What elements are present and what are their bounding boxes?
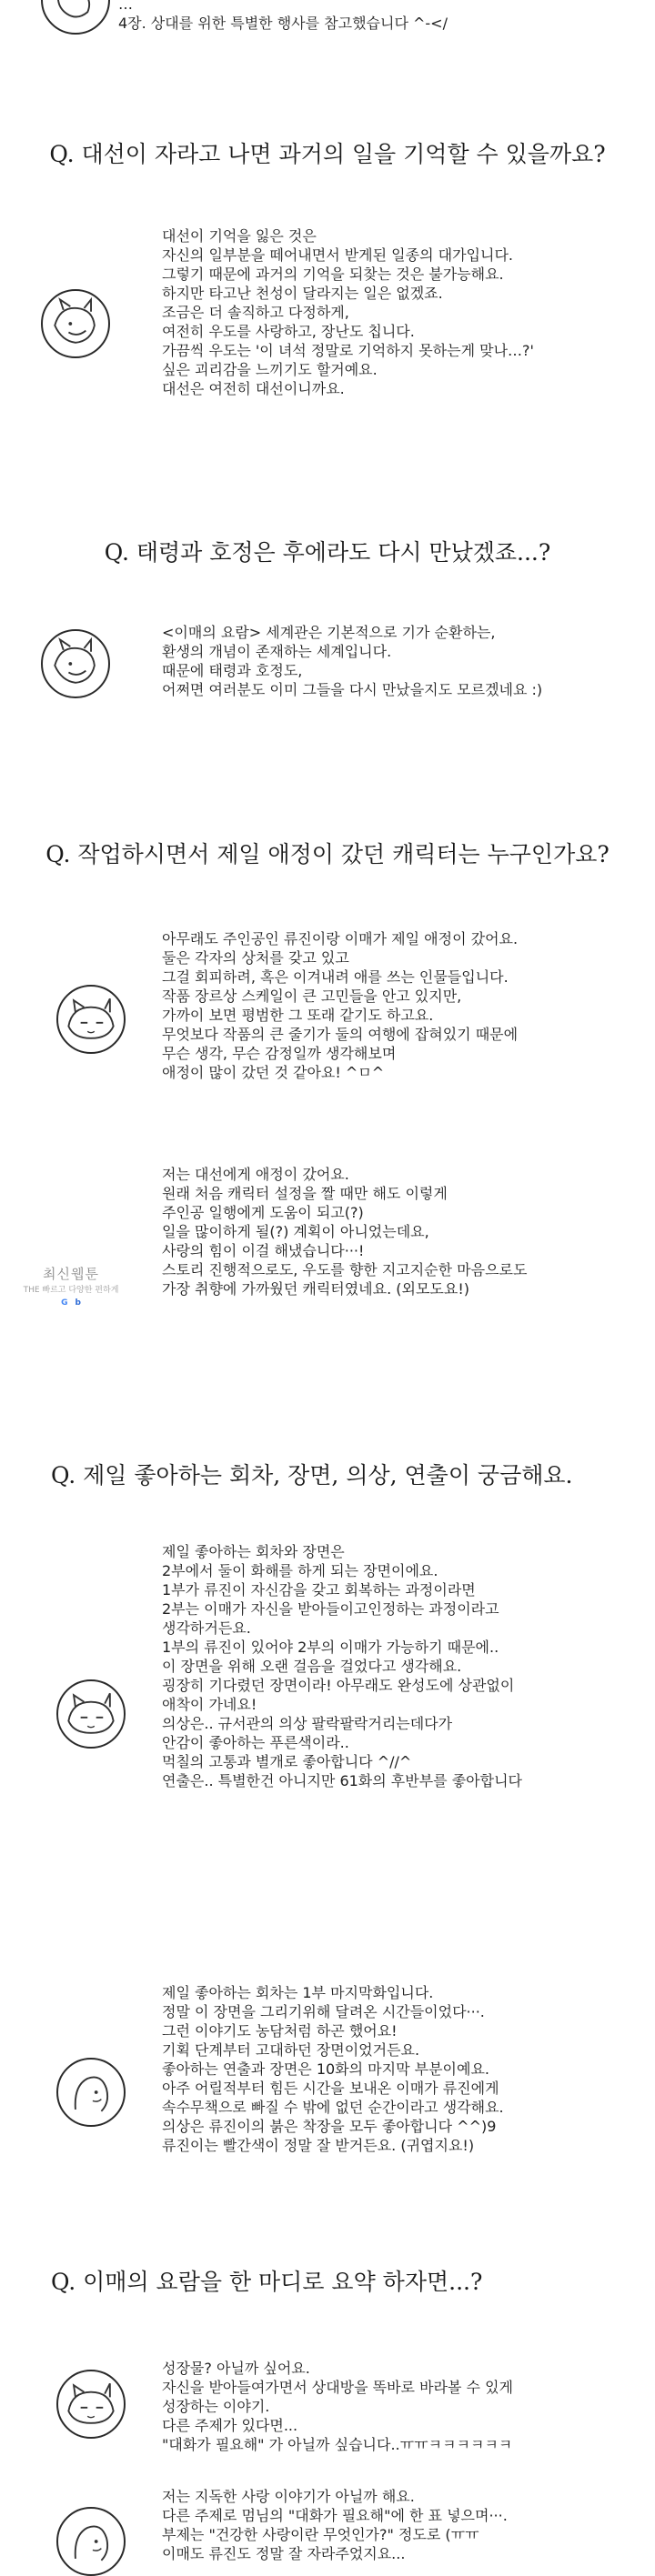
answer-line: 그렇기 때문에 과거의 기억을 되찾는 것은 불가능해요. [162,266,504,283]
answer-line: 가끔씩 우도는 '이 녀석 정말로 기억하지 못하는게 맞나…?' [162,342,534,359]
answer-block [162,1983,504,2155]
answer-line: 아무래도 주인공인 류진이랑 이매가 제일 애정이 갔어요. [162,930,519,947]
answer-line: 성장물? 아닐까 싶어요. [162,2360,310,2377]
answer-line: 저는 대선에게 애정이 갔어요. [162,1166,349,1183]
author-avatar-fox [41,629,110,698]
answer-line: 생각하거든요. [162,1619,251,1637]
answer-line: 다른 주제가 있다면... [162,2417,298,2434]
intro-line: … [118,0,133,13]
answer-line: 제일 좋아하는 회차는 1부 마지막화입니다. [162,1984,434,2001]
answer-line: 스토리 진행적으로도, 우도를 향한 지고지순한 마음으로도 [162,1261,528,1278]
answer-line: <이매의 요람> 세계관은 기본적으로 기가 순환하는, [162,624,496,641]
answer-line: 애정이 많이 갔던 것 같아요! ^ㅁ^ [162,1064,385,1081]
answer-line: 2부에서 둘이 화해를 하게 되는 장면이에요. [162,1562,438,1579]
answer-line: 제일 좋아하는 회차와 장면은 [162,1543,345,1560]
intro-line: 4장. 상대를 위한 특별한 행사를 참고했습니다 ^-</ [118,15,448,32]
watermark-subtitle: THE 빠르고 다양한 편하게 [23,1286,119,1295]
answer-line: 무엇보다 작품의 큰 줄기가 둘의 여행에 잡혀있기 때문에 [162,1026,519,1043]
answer-block [162,623,542,699]
answer-line: 주인공 일행에게 도움이 되고(?) [162,1204,364,1221]
answer-line: 원래 처음 캐릭터 설정을 짤 때만 해도 이렇게 [162,1185,448,1202]
bookmark-logo-icon: b [75,1298,81,1308]
answer-line: "대화가 필요해" 가 아닐까 싶습니다..ㅠㅠㅋㅋㅋㅋㅋㅋ [162,2436,513,2453]
answer-line: 자신의 일부분을 떼어내면서 받게된 일종의 대가입니다. [162,246,514,264]
answer-line: 가장 취향에 가까웠던 캐릭터였네요. (외모도요!) [162,1280,469,1298]
answer-line: 그걸 회피하려, 혹은 이겨내려 애를 쓰는 인물들입니다. [162,968,509,986]
answer-line: 아주 어릴적부터 힘든 시간을 보내온 이매가 류진에게 [162,2080,499,2097]
answer-line: 2부는 이매가 자신을 받아들이고인정하는 과정이라고 [162,1600,499,1618]
answer-line: 정말 이 장면을 그리기위해 달려온 시간들이었다···. [162,2003,485,2020]
answer-line: 먹칠의 고통과 별개로 좋아합니다 ^//^ [162,1753,412,1770]
answer-line: 조금은 더 솔직하고 다정하게, [162,304,349,321]
answer-line: 의상은 류진이의 붉은 착장을 모두 좋아합니다 ^^)9 [162,2118,497,2135]
answer-line: 싶은 괴리감을 느끼기도 할거예요. [162,361,378,378]
intro-text [118,0,448,33]
author-avatar-cat [56,985,126,1054]
answer-line: 성장하는 이야기. [162,2398,270,2415]
answer-line: 이 장면을 위해 오랜 걸음을 걸었다고 생각해요. [162,1658,462,1675]
answer-line: 류진이는 빨간색이 정말 잘 받거든요. (귀엽지요!) [162,2137,475,2154]
answer-line: 여전히 우도를 사랑하고, 장난도 칩니다. [162,323,415,340]
question-title: Q. 제일 좋아하는 회차, 장면, 의상, 연출이 궁금해요. [51,1462,573,1488]
author-avatar-fox [41,0,110,35]
google-logo-icon: G [61,1298,68,1308]
answer-block [162,226,534,398]
question-title: Q. 대선이 자라고 나면 과거의 일을 기억할 수 있을까요? [49,141,606,167]
answer-line: 연출은.. 특별한건 아니지만 61화의 후반부를 좋아합니다 [162,1772,522,1789]
answer-line: 때문에 태령과 호정도, [162,662,303,679]
answer-line: 하지만 타고난 천성이 달라지는 일은 없겠죠. [162,285,443,302]
answer-line: 가까이 보면 평범한 그 또래 같기도 하고요. [162,1007,434,1024]
answer-line: 안감이 좋아하는 푸른색이라.. [162,1734,349,1751]
answer-line: 사랑의 힘이 이걸 해냈습니다···! [162,1242,365,1259]
answer-line: 대선은 여전히 대선이니까요. [162,380,345,397]
author-avatar-cat [56,2370,126,2439]
answer-line: 일을 많이하게 될(?) 계획이 아니었는데요, [162,1223,429,1240]
answer-line: 다른 주제로 멈님의 "대화가 필요해"에 한 표 넣으며···. [162,2507,508,2524]
answer-line: 작품 장르상 스케일이 큰 고민들을 안고 있지만, [162,987,462,1005]
answer-block [162,1542,522,1790]
answer-line: 자신을 받아들여가면서 상대방을 똑바로 바라볼 수 있게 [162,2379,514,2396]
answer-line: 부제는 "건강한 사랑이란 무엇인가?" 정도로 (ㅠㅠ [162,2526,479,2543]
answer-line: 둘은 각자의 상처를 갖고 있고 [162,949,349,967]
answer-line: 의상은.. 규서관의 의상 팔락팔락거리는데다가 [162,1715,453,1732]
answer-line: 그런 이야기도 농담처럼 하곤 했어요! [162,2022,398,2040]
watermark-title: 최신웹툰 [43,1266,99,1282]
answer-block [162,2359,513,2454]
question-title: Q. 작업하시면서 제일 애정이 갔던 캐릭터는 누구인가요? [45,841,610,867]
answer-line: 기획 단계부터 고대하던 장면이었거든요. [162,2041,420,2059]
answer-line: 애착이 가네요! [162,1696,257,1713]
question-title: Q. 이매의 요람을 한 마디로 요약 하자면...? [51,2269,483,2295]
answer-block [162,2487,508,2563]
author-avatar-round [56,2058,126,2127]
answer-line: 환생의 개념이 존재하는 세계입니다. [162,643,392,660]
author-avatar-cat [56,1679,126,1749]
question-title: Q. 태령과 호정은 후에라도 다시 만났겠죠...? [104,539,551,566]
answer-line: 이매도 류진도 정말 잘 자라주었지요... [162,2545,406,2562]
answer-block [162,1165,527,1298]
answer-line: 1부가 류진이 자신감을 갖고 회복하는 과정이라면 [162,1581,476,1599]
answer-line: 대선이 기억을 잃은 것은 [162,227,317,245]
answer-line: 굉장히 기다렸던 장면이라! 아무래도 완성도에 상관없이 [162,1677,515,1694]
answer-line: 좋아하는 연출과 장면은 10화의 마지막 부분이예요. [162,2060,489,2078]
answer-line: 저는 지독한 사랑 이야기가 아닐까 해요. [162,2488,415,2505]
author-avatar-fox [41,289,110,358]
answer-block [162,929,518,1082]
answer-line: 1부의 류진이 있어야 2부의 이매가 가능하기 때문에.. [162,1639,499,1656]
answer-line: 어쩌면 여러분도 이미 그들을 다시 만났을지도 모르겠네요 :) [162,681,543,698]
answer-line: 속수무책으로 빠질 수 밖에 없던 순간이라고 생각해요. [162,2099,504,2116]
answer-line: 무슨 생각, 무슨 감정일까 생각해보며 [162,1045,397,1062]
author-avatar-round [56,2507,126,2576]
site-watermark [16,1264,126,1337]
